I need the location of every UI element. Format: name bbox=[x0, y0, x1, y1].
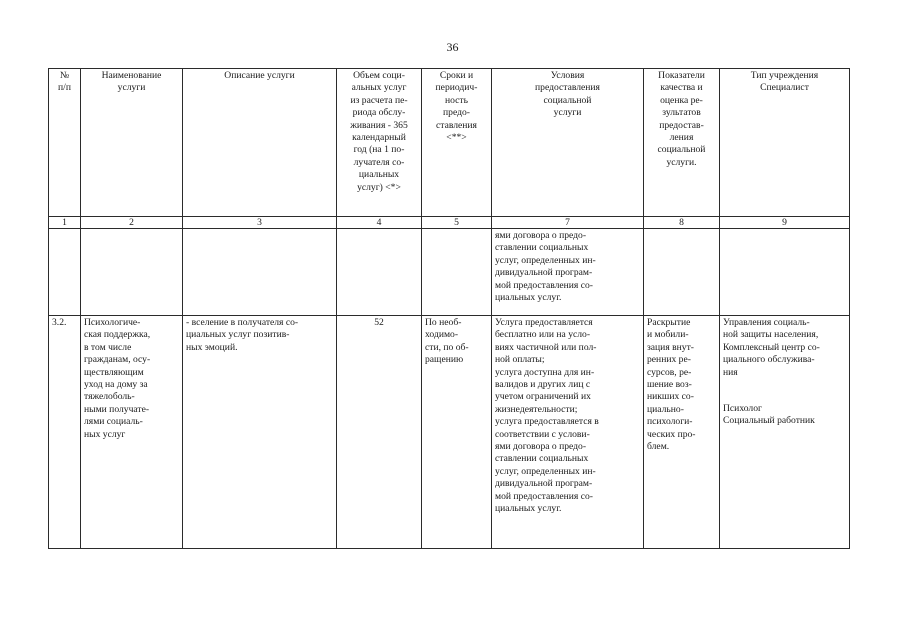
header-service-name: Наименование услуги bbox=[81, 69, 183, 217]
header-institution: Тип учреждения Специалист bbox=[720, 69, 850, 217]
service-institution-cell bbox=[720, 316, 850, 549]
empty-cell bbox=[49, 229, 81, 316]
services-table bbox=[48, 68, 850, 549]
service-conditions: Услуга предоставляется бесплатно или на усло- виях частичной или пол- ной оплаты; услуга доступна для ин- валидов и других лиц с учетом ограничений их жизнедеятельности; услуга предоставляется в соответствии с услови- ями договора о предо- ставлении социальных услуг, определенных ин- дивидуальной програм- мой предоставления со- циальных услуг. bbox=[492, 316, 644, 549]
column-number: 3 bbox=[183, 217, 337, 229]
table-row bbox=[49, 316, 850, 549]
empty-cell bbox=[81, 229, 183, 316]
empty-cell bbox=[183, 229, 337, 316]
column-number-row bbox=[49, 217, 850, 229]
empty-cell bbox=[422, 229, 492, 316]
column-number: 7 bbox=[492, 217, 644, 229]
empty-cell bbox=[720, 229, 850, 316]
service-quality: Раскрытие и мобили- зация внут- ренних ре- сурсов, ре- шение воз- никших со- циально- психологи- ческих про- блем. bbox=[644, 316, 720, 549]
column-number: 8 bbox=[644, 217, 720, 229]
page-number: 36 bbox=[446, 40, 459, 54]
header-volume: Объем соци- альных услуг из расчета пе- риода обслу- живания - 365 календарный год (на 1 по- лучателя со- циальных услуг) <*> bbox=[337, 69, 422, 217]
column-number: 2 bbox=[81, 217, 183, 229]
service-volume: 52 bbox=[337, 316, 422, 549]
header-conditions: Условия предоставления социальной услуги bbox=[492, 69, 644, 217]
table-header-row bbox=[49, 69, 850, 217]
service-institution: Управления социаль- ной защиты населения, Комплексный центр со- циального обслужива- ния bbox=[723, 317, 820, 378]
spacer bbox=[723, 379, 846, 403]
column-number: 9 bbox=[720, 217, 850, 229]
header-number: № п/п bbox=[49, 69, 81, 217]
column-number: 5 bbox=[422, 217, 492, 229]
service-name: Психологиче- ская поддержка, в том числе гражданам, осу- ществляющим уход на дому за тяжелоболь- ными получате- лями социаль- ных услуг bbox=[81, 316, 183, 549]
header-terms: Сроки и периодич- ность предо- ставления <**> bbox=[422, 69, 492, 217]
service-specialists: Психолог Социальный работник bbox=[723, 403, 815, 427]
header-description: Описание услуги bbox=[183, 69, 337, 217]
column-number: 4 bbox=[337, 217, 422, 229]
service-description: - вселение в получателя со- циальных услуг позитив- ных эмоций. bbox=[183, 316, 337, 549]
empty-cell bbox=[337, 229, 422, 316]
continuation-conditions: ями договора о предо- ставлении социальных услуг, определенных ин- дивидуальной програм- мой предоставления со- циальных услуг. bbox=[492, 229, 644, 316]
empty-cell bbox=[644, 229, 720, 316]
service-terms: По необ- ходимо- сти, по об- ращению bbox=[422, 316, 492, 549]
header-quality: Показатели качества и оценка ре- зультатов предостав- ления социальной услуги. bbox=[644, 69, 720, 217]
continuation-row bbox=[49, 229, 850, 316]
service-number: 3.2. bbox=[49, 316, 81, 549]
column-number: 1 bbox=[49, 217, 81, 229]
